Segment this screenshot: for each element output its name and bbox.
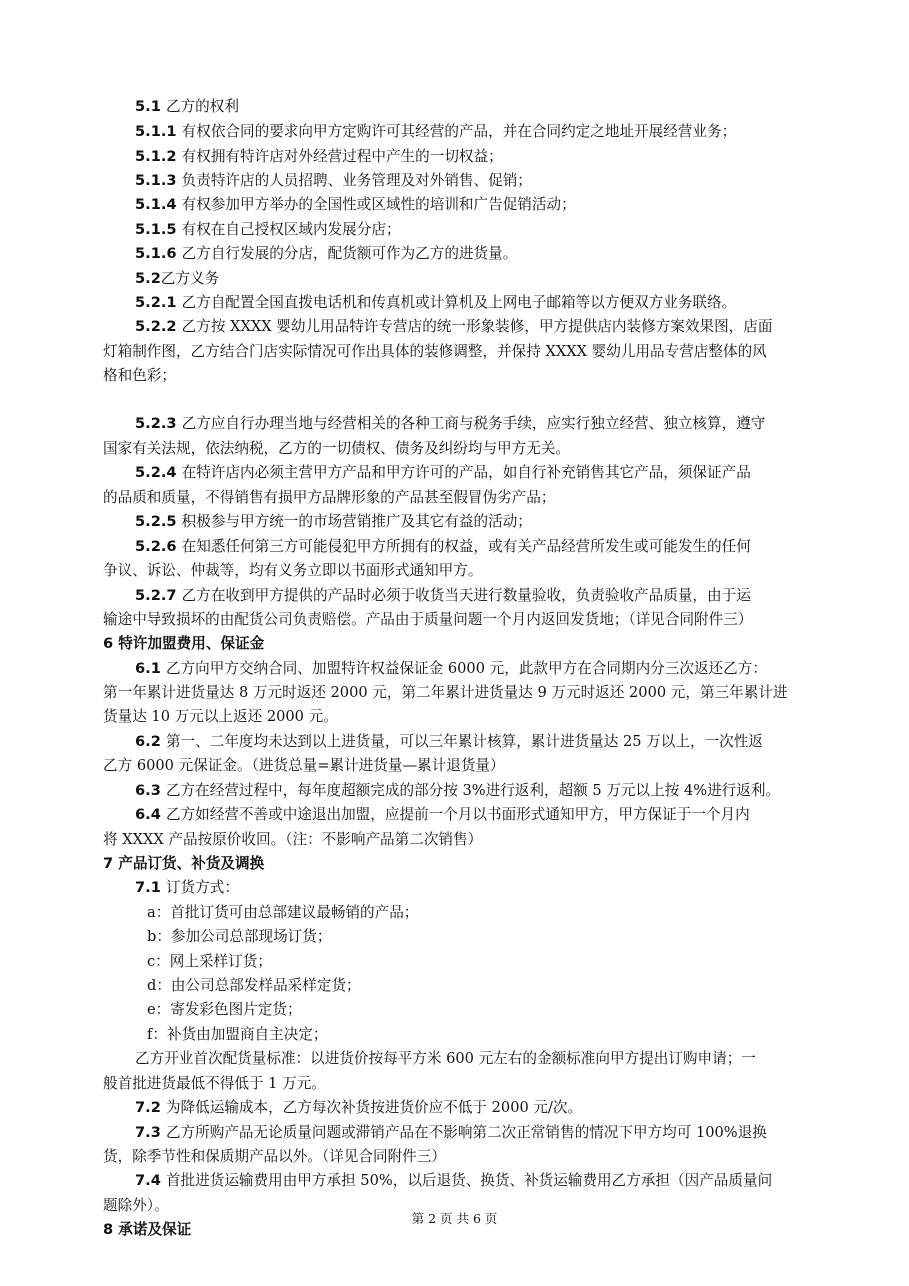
section-5-2-heading: 5.2乙方义务 [135,270,220,287]
clause-5-1-1: 5.1.1 有权依合同的要求向甲方定购许可其经营的产品，并在合同约定之地址开展经营业务； [135,123,737,140]
clause-7-4: 7.4 首批进货运输费用由甲方承担 50%，以后退货、换货、补货运输费用乙方承担（因产品质量问 [135,1172,773,1189]
clause-5-2-3: 5.2.3 乙方应自行办理当地与经营相关的各种工商与税务手续，应实行独立经营、独立核算，遵守 [135,415,766,432]
clause-5-2-7: 5.2.7 乙方在收到甲方提供的产品时必须于收货当天进行数量验收，负责验收产品质量，由于运 [135,587,751,604]
order-method-e: e：寄发彩色图片定货； [147,1001,302,1018]
order-method-c: c：网上采样订货； [147,953,272,970]
clause-5-2-4-cont: 的品质和质量，不得销售有损甲方品牌形象的产品甚至假冒伪劣产品； [103,489,556,506]
clause-6-4: 6.4 乙方如经营不善或中途退出加盟，应提前一个月以书面形式通知甲方，甲方保证于一个月内 [135,806,750,823]
clause-5-1-5: 5.1.5 有权在自己授权区域内发展分店； [135,221,401,238]
clause-6-1-cont: 第一年累计进货量达 8 万元时返还 2000 元，第二年累计进货量达 9 万元时返还 2000 元，第三年累计进 [103,684,788,701]
clause-5-2-2-cont: 灯箱制作图，乙方结合门店实际情况可作出具体的装修调整，并保持 XXXX 婴幼儿用品专营店整体的风 [103,343,767,360]
page-footer: 第 2 页 共 6 页 [411,1211,498,1226]
clause-6-2-cont: 乙方 6000 元保证金。（进货总量=累计进货量—累计退货量） [103,757,505,774]
first-order-standard: 乙方开业首次配货量标准：以进货价按每平方米 600 元左右的金额标准向甲方提出订购申请；一 [135,1050,756,1067]
clause-5-2-2: 5.2.2 乙方按 XXXX 婴幼儿用品特许专营店的统一形象装修，甲方提供店内装修方案效果图，店面 [135,318,773,335]
clause-7-4-cont: 题除外）。 [103,1197,169,1214]
clause-5-2-7-cont: 输途中导致损坏的由配货公司负责赔偿。产品由于质量问题一个月内返回发货地；（详见合同附件三） [103,611,753,628]
first-order-standard-cont: 般首批进货最低不得低于 1 万元。 [103,1075,326,1092]
clause-5-2-1: 5.2.1 乙方自配置全国直拨电话机和传真机或计算机及上网电子邮箱等以方便双方业务联络。 [135,294,737,311]
order-method-b: b：参加公司总部现场订货； [147,928,332,945]
clause-6-4-cont: 将 XXXX 产品按原价收回。（注：不影响产品第二次销售） [103,831,483,848]
clause-7-2: 7.2 为降低运输成本，乙方每次补货按进货价应不低于 2000 元/次。 [135,1099,583,1116]
clause-6-3: 6.3 乙方在经营过程中，每年度超额完成的部分按 3%进行返利，超额 5 万元以上按 4%进行返利。 [135,782,781,799]
clause-7-1: 7.1 订货方式： [135,879,239,896]
clause-6-1: 6.1 乙方向甲方交纳合同、加盟特许权益保证金 6000 元，此款甲方在合同期内分三次返还乙方： [135,660,767,677]
clause-5-2-2-cont: 格和色彩； [103,367,176,384]
order-method-a: a：首批订货可由总部建议最畅销的产品； [147,904,419,921]
order-method-d: d：由公司总部发样品采样定货； [147,977,361,994]
clause-5-1-3: 5.1.3 负责特许店的人员招聘、业务管理及对外销售、促销； [135,172,532,189]
section-6-heading: 6 特许加盟费用、保证金 [103,635,265,652]
clause-6-2: 6.2 第一、二年度均未达到以上进货量，可以三年累计核算，累计进货量达 25 万以上，一次性返 [135,733,763,750]
clause-7-3-cont: 货，除季节性和保质期产品以外。（详见合同附件三） [103,1148,446,1165]
clause-5-2-6: 5.2.6 在知悉任何第三方可能侵犯甲方所拥有的权益，或有关产品经营所发生或可能发生的任何 [135,538,751,555]
section-7-heading: 7 产品订货、补货及调换 [103,855,265,872]
order-method-f: f：补货由加盟商自主决定； [147,1026,328,1043]
section-8-heading: 8 承诺及保证 [103,1221,192,1238]
clause-5-1-4: 5.1.4 有权参加甲方举办的全国性或区域性的培训和广告促销活动； [135,196,576,213]
clause-5-2-6-cont: 争议、诉讼、仲裁等，均有义务立即以书面形式通知甲方。 [103,562,483,579]
section-5-1-heading: 5.1 乙方的权利 [135,98,239,115]
clause-5-1-2: 5.1.2 有权拥有特许店对外经营过程中产生的一切权益； [135,148,503,165]
clause-5-2-3-cont: 国家有关法规，依法纳税，乙方的一切债权、债务及纠纷均与甲方无关。 [103,440,571,457]
clause-5-2-5: 5.2.5 积极参与甲方统一的市场营销推广及其它有益的活动； [135,513,532,530]
clause-6-1-cont: 货量达 10 万元以上返还 2000 元。 [103,708,338,725]
clause-5-1-6: 5.1.6 乙方自行发展的分店，配货额可作为乙方的进货量。 [135,245,518,262]
clause-5-2-4: 5.2.4 在特许店内必须主营甲方产品和甲方许可的产品，如自行补充销售其它产品，须保证产品 [135,464,751,481]
clause-7-3: 7.3 乙方所购产品无论质量问题或滞销产品在不影响第二次正常销售的情况下甲方均可 100%退换 [135,1124,767,1141]
